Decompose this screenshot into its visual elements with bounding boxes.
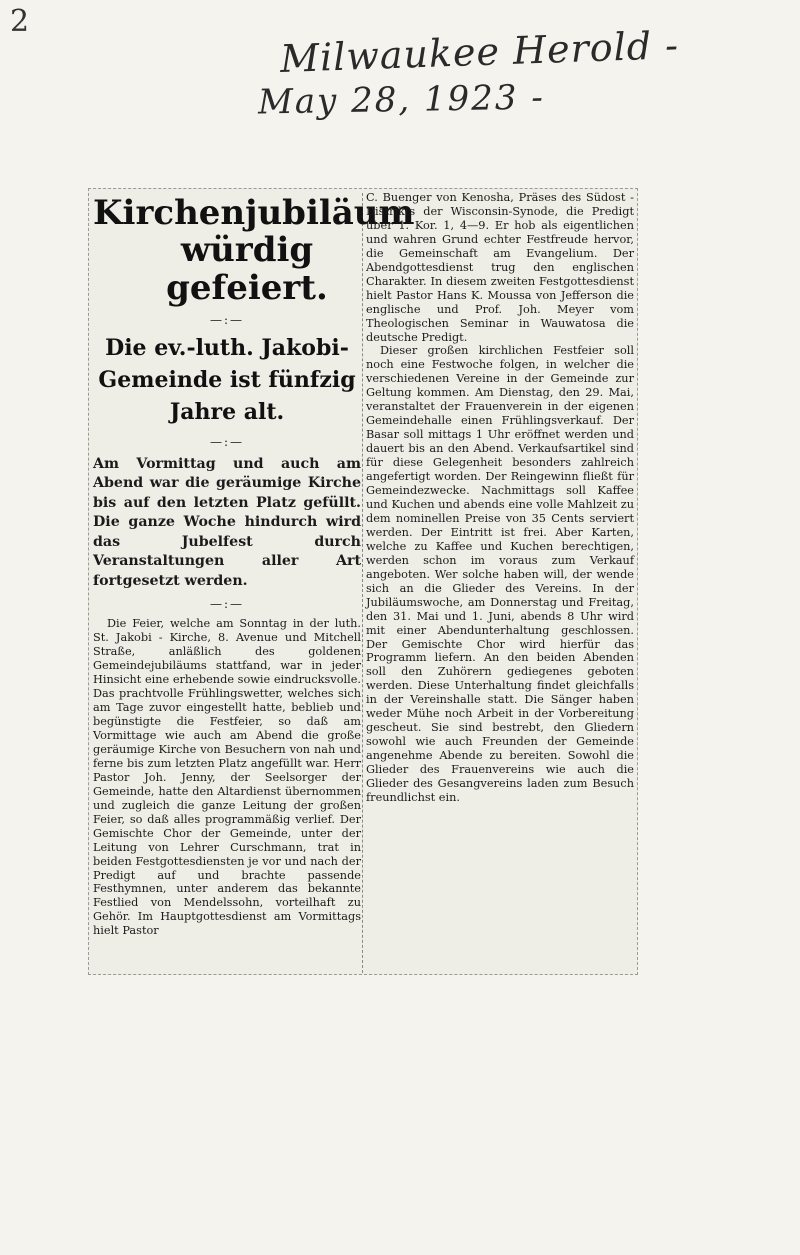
handwritten-source-note: Milwaukee Herold - xyxy=(279,23,680,81)
column-divider xyxy=(362,193,363,973)
handwritten-date-note: May 28, 1923 - xyxy=(257,77,546,123)
article-lead: Am Vormittag und auch am Abend war die geräumige Kirche bis auf den letzten Platz gefüllt. Die ganze Woche hindurch wird das Jubelfest durch Veranstaltungen aller Art fortgesetzt werden. xyxy=(93,455,361,589)
headline-line-2: würdig gefeiert. xyxy=(166,230,328,308)
headline-line-1: Kirchenjubiläum xyxy=(93,193,415,233)
subheadline: Die ev.-luth. Jakobi-Gemeinde ist fünfzig Jahre alt. xyxy=(98,335,356,425)
newspaper-clipping xyxy=(88,188,638,975)
page-number: 2 xyxy=(10,4,30,39)
lead-divider: —:— xyxy=(209,597,245,612)
article-body-right-paragraph-2: Dieser großen kirchlichen Festfeier soll noch eine Festwoche folgen, in welcher die verschiedenen Vereine in der Gemeinde zur Geltung kommen. Am Dienstag, den 29. Mai, veranstaltet der Frauenverein in der eigenen Gemeindehalle einen Frühlingsverkauf. Der Basar soll mittags 1 Uhr eröffnet werden und dauert bis an den Abend. Verkaufsartikel sind für diese Gelegenheit besonders zahlreich angefertigt worden. Der Reingewinn fließt für Gemeindezwecke. Nachmittags soll Kaffee und Kuchen und abends eine volle Mahlzeit zu dem nominellen Preise von 35 Cents serviert werden. Der Eintritt ist frei. Aber Karten, welche zu Kaffee und Kuchen berechtigen, werden schon im voraus zum Verkauf angeboten. Wer solche haben will, der wende sich an die Glieder des Vereins. In der Jubiläumswoche, am Donnerstag und Freitag, den 31. Mai und 1. Juni, abends 8 Uhr wird mit einer Abendunterhaltung geschlossen. Der Gemischte Chor wird hierfür das Programm liefern. An den beiden Abenden soll den Zuhörern gediegenes geboten werden. Diese Unterhaltung findet gleichfalls in der Vereinshalle statt. Die Sänger haben weder Mühe noch Arbeit in der Vorbereitung gescheut. Sie sind bestrebt, den Gliedern sowohl wie auch Freunden der Gemeinde angenehme Abende zu bereiten. Sowohl die Glieder des Frauenvereins wie auch die Glieder des Gesangvereins laden zum Besuch freundlichst ein. xyxy=(366,344,634,804)
headline-divider: —:— xyxy=(209,313,245,328)
article-body-right-paragraph-1: C. Buenger von Kenosha, Präses des Südost - Distrikts der Wisconsin-Synode, die Predigt über 1. Kor. 1, 4—9. Er hob als eigentlichen und wahren Grund echter Festfreude hervor, die Gemeinschaft am Evangelium. Der Abendgottesdienst trug den englischen Charakter. In diesem zweiten Festgottesdienst hielt Pastor Hans K. Moussa von Jefferson die englische und Prof. Joh. Meyer vom Theologischen Seminar in Wauwatosa die deutsche Predigt. xyxy=(366,191,634,344)
subheadline-divider: —:— xyxy=(209,434,245,449)
article-right-column xyxy=(366,191,634,805)
article-left-column xyxy=(93,189,415,938)
article-body-left: Die Feier, welche am Sonntag in der luth. St. Jakobi - Kirche, 8. Avenue und Mitchell Straße, anläßlich des goldenen Gemeindejubiläums stattfand, war in jeder Hinsicht eine erhebende sowie eindrucksvolle. Das prachtvolle Frühlingswetter, welches sich am Tage zuvor eingestellt hatte, beblieb und begünstigte die Festfeier, so daß am Vormittage wie auch am Abend die große geräumige Kirche von Besuchern von nah und ferne bis zum letzten Platz angefüllt war. Herr Pastor Joh. Jenny, der Seelsorger der Gemeinde, hatte den Altardienst übernommen und zugleich die ganze Leitung der großen Feier, so daß alles programmäßig verlief. Der Gemischte Chor der Gemeinde, unter der Leitung von Lehrer Curschmann, trat in beiden Festgottesdiensten je vor und nach der Predigt auf und brachte passende Festhymnen, unter anderem das bekannte Festlied von Mendelssohn, vorteilhaft zu Gehör. Im Hauptgottesdienst am Vormittags hielt Pastor xyxy=(93,617,361,938)
